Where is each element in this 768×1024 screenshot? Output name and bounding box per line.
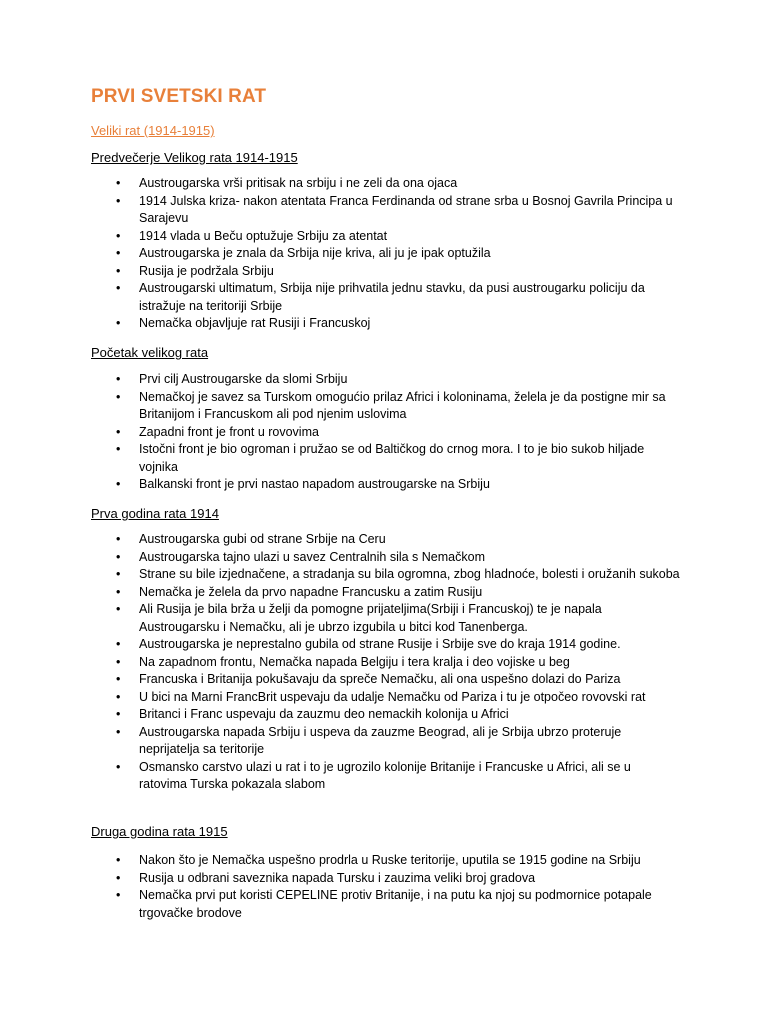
list-item: • 1914 vlada u Beču optužuje Srbiju za atentat (0, 228, 768, 246)
list-item: • Osmansko carstvo ulazi u rat i to je ugrozilo kolonije Britanije i Francuske u Africi, ali se u ratovima Turska pokazala slabom (0, 759, 768, 794)
bullet-list (0, 175, 768, 333)
list-item: • Nemačka prvi put koristi CEPELINE protiv Britanije, i na putu ka njoj su podmornice potapale trgovačke brodove (0, 887, 768, 922)
list-item: • Rusija u odbrani saveznika napada Tursku i zauzima veliki broj gradova (0, 870, 768, 888)
bullet-list (0, 531, 768, 794)
section-heading: Druga godina rata 1915 (91, 824, 228, 839)
list-item: • Austrougarska gubi od strane Srbije na Ceru (0, 531, 768, 549)
list-item: • Na zapadnom frontu, Nemačka napada Belgiju i tera kralja i deo vojiske u beg (0, 654, 768, 672)
document-title: PRVI SVETSKI RAT (91, 86, 267, 107)
list-item: • Britanci i Franc uspevaju da zauzmu deo nemackih kolonija u Africi (0, 706, 768, 724)
bullet-list (0, 852, 768, 922)
section-heading: Početak velikog rata (91, 345, 209, 360)
list-item: • Nakon što je Nemačka uspešno prodrla u Ruske teritorije, uputila se 1915 godine na Srbiju (0, 852, 768, 870)
list-item: • Austrougarska vrši pritisak na srbiju i ne zeli da ona ojaca (0, 175, 768, 193)
list-item: • Istočni front je bio ogroman i pružao se od Baltičkog do crnog mora. I to je bio sukob hiljade vojnika (0, 441, 768, 476)
bullet-list (0, 371, 768, 494)
list-item: • Austrougarska je neprestalno gubila od strane Rusije i Srbije sve do kraja 1914 godine. (0, 636, 768, 654)
list-item: • Zapadni front je front u rovovima (0, 424, 768, 442)
list-item: • Austrougarska tajno ulazi u savez Centralnih sila s Nemačkom (0, 549, 768, 567)
list-item: • Nemačka je želela da prvo napadne Francusku a zatim Rusiju (0, 584, 768, 602)
list-item: • Balkanski front je prvi nastao napadom austrougarske na Srbiju (0, 476, 768, 494)
list-item: • Rusija je podržala Srbiju (0, 263, 768, 281)
list-item: • Austrougarska napada Srbiju i uspeva da zauzme Beograd, ali je Srbija ubrzo proteruje neprijatelja sa teritorije (0, 724, 768, 759)
list-item: • U bici na Marni FrancBrit uspevaju da udalje Nemačku od Pariza i tu je otpočeo rovovski rat (0, 689, 768, 707)
section-heading: Predvečerje Velikog rata 1914-1915 (91, 150, 298, 165)
list-item: • Prvi cilj Austrougarske da slomi Srbiju (0, 371, 768, 389)
list-item: • 1914 Julska kriza- nakon atentata Franca Ferdinanda od strane srba u Bosnoj Gavrila Principa u Sarajevu (0, 193, 768, 228)
list-item: • Nemačkoj je savez sa Turskom omogućio prilaz Africi i koloninama, želela je da postigne mir sa Britanijom i Francuskom ali pod njenim uslovima (0, 389, 768, 424)
list-item: • Austrougarski ultimatum, Srbija nije prihvatila jednu stavku, da pusi austrougarku policiju da istražuje na teritoriji Srbije (0, 280, 768, 315)
section-heading: Prva godina rata 1914 (91, 506, 219, 521)
list-item: • Francuska i Britanija pokušavaju da spreče Nemačku, ali ona uspešno dolazi do Pariza (0, 671, 768, 689)
list-item: • Austrougarska je znala da Srbija nije kriva, ali ju je ipak optužila (0, 245, 768, 263)
list-item: • Ali Rusija je bila brža u želji da pomogne prijateljima(Srbiji i Francuskoj) te je napala Austrougarsku i Nemačku, ali je ubrzo izgubila u bitci kod Tanenberga. (0, 601, 768, 636)
document-subtitle: Veliki rat (1914-1915) (91, 123, 215, 138)
list-item: • Nemačka objavljuje rat Rusiji i Francuskoj (0, 315, 768, 333)
list-item: • Strane su bile izjednačene, a stradanja su bila ogromna, zbog hladnoće, bolesti i oružanih sukoba (0, 566, 768, 584)
